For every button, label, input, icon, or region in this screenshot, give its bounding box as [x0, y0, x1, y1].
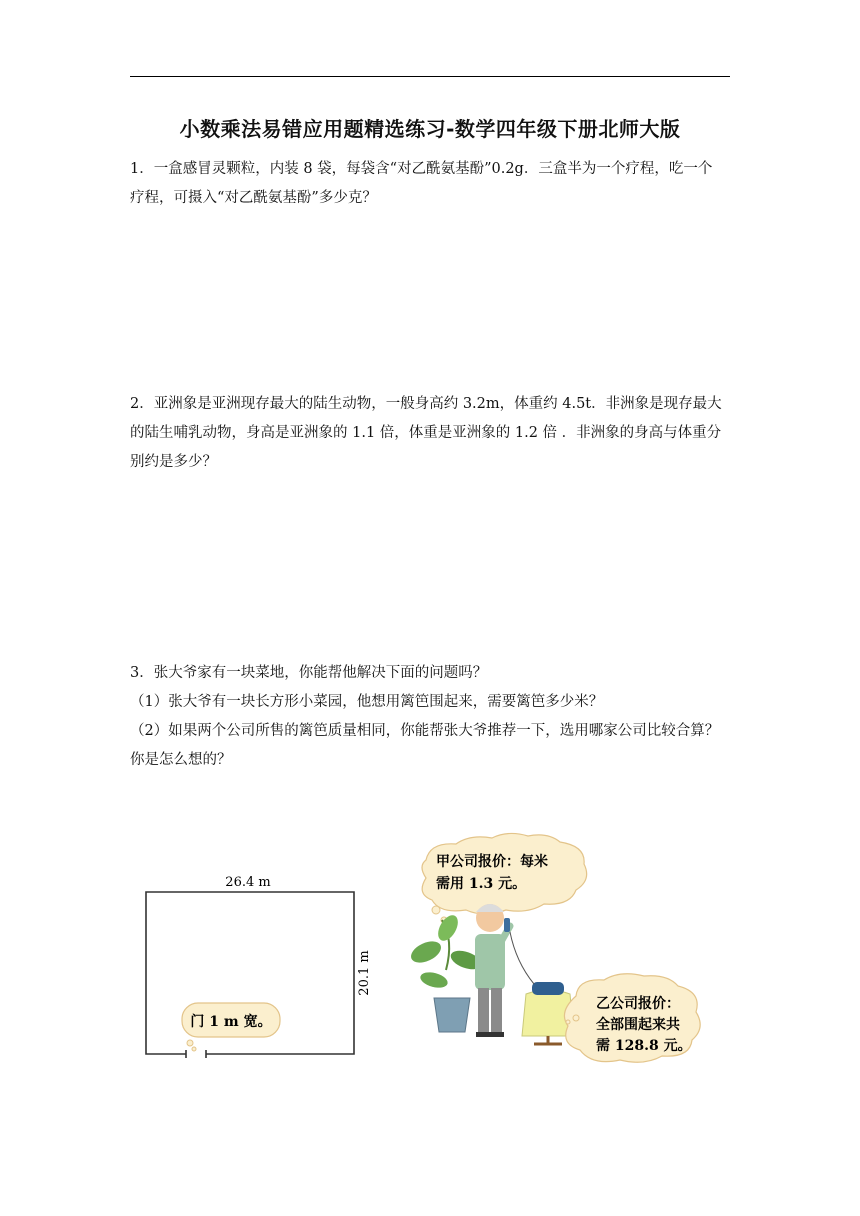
company-b-line-3: 需 128.8 元。: [596, 1038, 692, 1054]
company-a-line-2: 需用 1.3 元。: [436, 876, 527, 892]
company-a-bubble: [422, 833, 587, 923]
question-3-intro: 3．张大爷家有一块菜地，你能帮他解决下面的问题吗？: [130, 665, 488, 681]
grandpa-figure: [475, 904, 510, 1037]
garden-figure: [130, 830, 730, 1070]
question-1-line-2: 疗程，可摄入“对乙酰氨基酚”多少克？: [130, 190, 377, 206]
phone-table: [510, 932, 574, 1044]
company-b-line-2: 全部围起来共: [596, 1017, 680, 1033]
question-1: [130, 155, 730, 213]
door-label: 门 1 m 宽。: [190, 1014, 272, 1030]
page-title: 小数乘法易错应用题精选练习-数学四年级下册北师大版: [179, 117, 681, 141]
question-2-line-3: 别约是多少？: [130, 454, 217, 470]
question-2-line-1: 2．亚洲象是亚洲现存最大的陆生动物，一般身高约 3.2m，体重约 4.5t．非洲象是现存最大: [130, 396, 722, 412]
company-b-line-1: 乙公司报价：: [596, 996, 680, 1012]
question-3-part-2-cont: 你是怎么想的？: [130, 752, 232, 768]
question-2-line-2: 的陆生哺乳动物，身高是亚洲象的 1.1 倍，体重是亚洲象的 1.2 倍 ．非洲象的身高与体重分: [130, 425, 722, 441]
question-1-line-1: 1．一盒感冒灵颗粒，内装 8 袋，每袋含“对乙酰氨基酚”0.2g．三盒半为一个疗程，吃一个: [130, 161, 713, 177]
question-3-part-2: （2）如果两个公司所售的篱笆质量相同，你能帮张大爷推荐一下，选用哪家公司比较合算？: [130, 723, 720, 739]
header-rule: [130, 76, 730, 77]
company-a-line-1: 甲公司报价：每米: [436, 854, 548, 870]
question-3: [130, 659, 730, 775]
garden-illustration: [130, 830, 730, 1070]
height-label: 20.1 m: [357, 950, 372, 996]
company-b-bubble: [564, 974, 700, 1063]
door-bubble: [182, 1003, 280, 1051]
width-label: 26.4 m: [225, 875, 271, 890]
question-3-part-1: （1）张大爷有一块长方形小菜园，他想用篱笆围起来，需要篱笆多少米？: [130, 694, 604, 710]
question-2: [130, 390, 730, 477]
potted-plant: [408, 912, 484, 1032]
